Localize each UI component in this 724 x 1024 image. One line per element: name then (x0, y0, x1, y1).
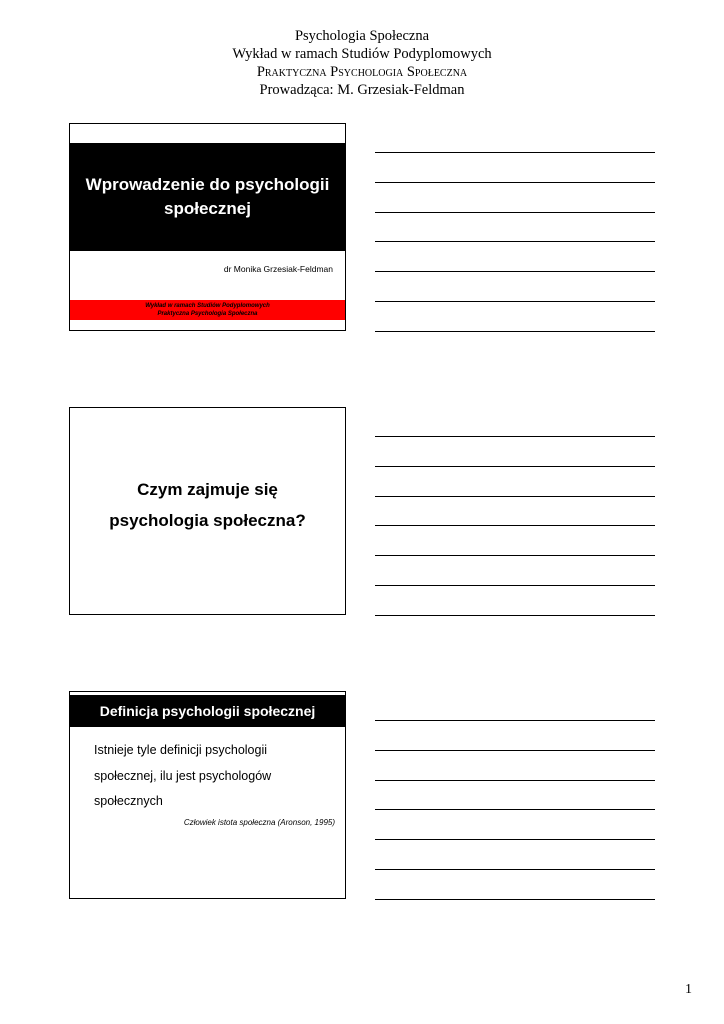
slide-2-thumbnail (69, 407, 346, 615)
slide-2-question-line-2: psychologia społeczna? (109, 511, 306, 530)
slide-1-author: dr Monika Grzesiak-Feldman (223, 264, 333, 274)
slide-3-body (94, 738, 334, 815)
header-program: Wykład w ramach Studiów Podyplomowych (232, 46, 492, 62)
slide-2-question (70, 474, 345, 536)
slide-2-question-line-1: Czym zajmuje się (137, 480, 278, 499)
slide-1-title-line-2: społecznej (164, 199, 251, 218)
slide-1-footer-line-1: Wykład w ramach Studiów Podyplomowych (145, 303, 270, 309)
slide-1-thumbnail (69, 123, 346, 331)
slide-3-body-line-3: społecznych (94, 794, 163, 808)
slide-3-body-line-1: Istnieje tyle definicji psychologii (94, 743, 268, 757)
slide-3-thumbnail (69, 691, 346, 899)
slide-1-title-line-1: Wprowadzenie do psychologii (85, 175, 330, 194)
slide-3-citation: Człowiek istota społeczna (Aronson, 1995) (183, 818, 335, 827)
slide-1-footer-band (70, 300, 345, 320)
header-lecturer: Prowadząca: M. Grzesiak-Feldman (259, 82, 465, 98)
header-course-title: Psychologia Społeczna (294, 28, 430, 44)
slide-3-body-line-2: społecznej, ilu jest psychologów (94, 768, 272, 783)
slide-3-title-bar: Definicja psychologii społecznej (70, 695, 345, 727)
slide-1-title-band (70, 143, 345, 251)
page-number: 1 (685, 982, 692, 997)
header-specialization: Praktyczna Psychologia Społeczna (256, 64, 468, 80)
page-header (0, 27, 724, 99)
slide-1-footer-line-2: Praktyczna Psychologia Społeczna (157, 311, 258, 317)
